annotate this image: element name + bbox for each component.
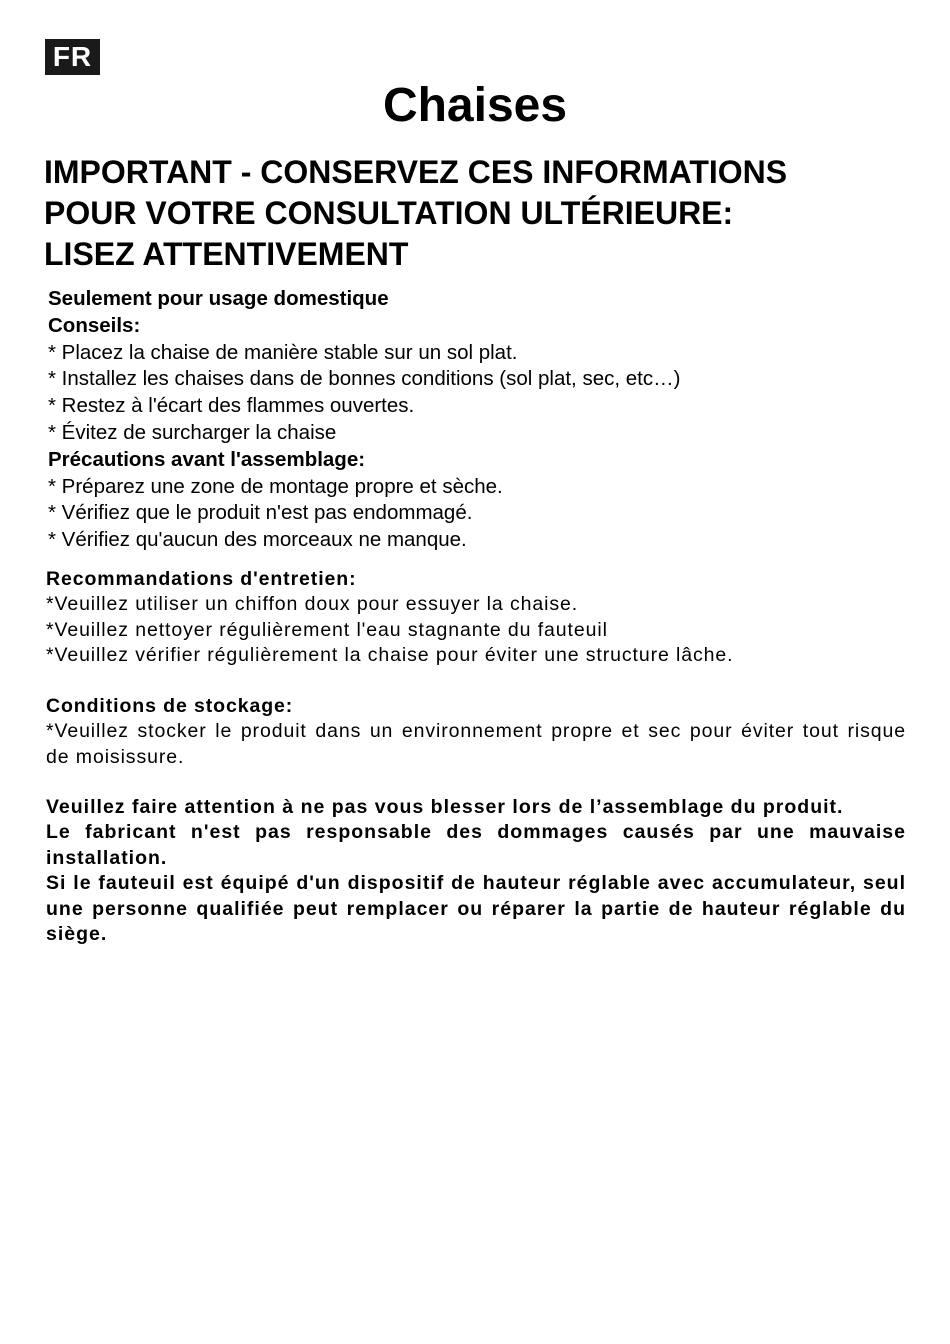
stockage-text: *Veuillez stocker le produit dans un environnement propre et sec pour éviter tout risque de moisissure. (46, 720, 906, 768)
language-badge: FR (45, 39, 100, 75)
conseils-heading: Conseils: (48, 313, 141, 337)
important-heading-line: LISEZ ATTENTIVEMENT (44, 236, 409, 272)
precautions-item: * Vérifiez qu'aucun des morceaux ne manque. (48, 528, 467, 552)
warning-paragraph: Le fabricant n'est pas responsable des dommages causés par une mauvaise installation. (46, 821, 906, 869)
warnings-section (46, 795, 906, 947)
entretien-heading: Recommandations d'entretien: (46, 568, 357, 590)
precautions-item: * Vérifiez que le produit n'est pas endommagé. (48, 501, 473, 525)
important-heading (44, 152, 924, 275)
usage-and-advice-section (48, 286, 918, 554)
entretien-item: *Veuillez nettoyer régulièrement l'eau stagnante du fauteuil (46, 618, 608, 641)
stockage-heading: Conditions de stockage: (46, 695, 294, 717)
entretien-item: *Veuillez utiliser un chiffon doux pour essuyer la chaise. (46, 593, 579, 616)
storage-section (46, 694, 906, 770)
warning-paragraph: Si le fauteuil est équipé d'un dispositif de hauteur réglable avec accumulateur, seul une personne qualifiée peut remplacer ou réparer la partie de hauteur réglable du siège. (46, 872, 906, 946)
precautions-heading: Précautions avant l'assemblage: (48, 447, 366, 471)
important-heading-line: POUR VOTRE CONSULTATION ULTÉRIEURE: (44, 195, 734, 231)
conseils-item: * Restez à l'écart des flammes ouvertes. (48, 394, 415, 418)
maintenance-section (46, 567, 906, 669)
warning-paragraph: Veuillez faire attention à ne pas vous blesser lors de l’assemblage du produit. (46, 796, 844, 818)
page-title: Chaises (382, 79, 568, 132)
conseils-item: * Évitez de surcharger la chaise (48, 420, 337, 444)
precautions-item: * Préparez une zone de montage propre et sèche. (48, 474, 503, 498)
important-heading-line: IMPORTANT - CONSERVEZ CES INFORMATIONS (44, 154, 788, 190)
conseils-item: * Placez la chaise de manière stable sur un sol plat. (48, 340, 518, 364)
usage-note: Seulement pour usage domestique (48, 287, 389, 310)
conseils-item: * Installez les chaises dans de bonnes conditions (sol plat, sec, etc…) (48, 367, 681, 391)
entretien-item: *Veuillez vérifier régulièrement la chaise pour éviter une structure lâche. (46, 644, 734, 667)
